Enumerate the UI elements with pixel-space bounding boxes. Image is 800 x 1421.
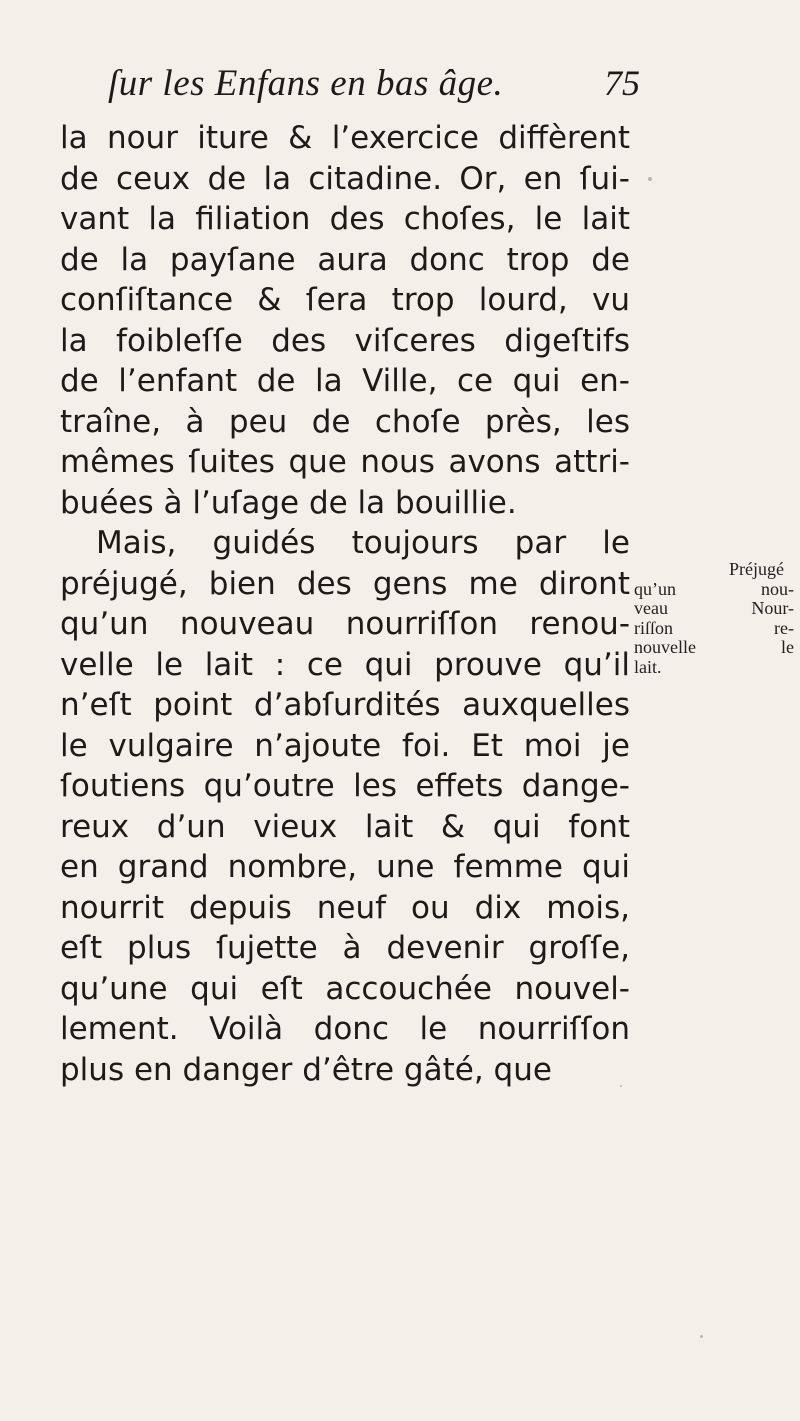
text-line: traîne, à peu de choſe près, les [60, 403, 630, 440]
text-line: qu’une qui eſt accouchée nouvel- [60, 970, 630, 1007]
text-line: de ceux de la citadine. Or, en ſui- [60, 160, 630, 197]
text-line: vant la filiation des choſes, le lait [60, 201, 630, 237]
text-line: qu’un nouveau nourriſſon renou- [60, 606, 630, 642]
margin-note-line: lait. [634, 656, 662, 677]
body-text [60, 118, 630, 1090]
page-header [108, 62, 640, 112]
text-line: n’eſt point d’abſurdités auxquelles [60, 687, 630, 723]
text-line: reux d’un vieux lait & qui font [60, 808, 630, 845]
text-line: velle le lait : ce qui prouve qu’il [60, 646, 630, 683]
text-line: Mais, guidés toujours par le [96, 525, 630, 561]
text-line: conſiſtance & ſera trop lourd, vu [60, 282, 630, 318]
text-line: de l’enfant de la Ville, ce qui en- [60, 363, 630, 399]
text-line: ſoutiens qu’outre les effets dange- [60, 768, 630, 804]
margin-note-line: nouvelle le [634, 637, 794, 657]
paper-speck [620, 1085, 622, 1087]
text-line: plus en danger d’être gâté, que [60, 1051, 552, 1088]
paper-speck [700, 1335, 703, 1338]
text-line: la foibleſſe des viſceres digeſtifs [60, 322, 630, 359]
margin-note-line: riſſon re- [634, 617, 794, 638]
text-line: eſt plus ſujette à devenir groſſe, [60, 930, 630, 966]
margin-note-line: veau Nour- [634, 598, 794, 618]
text-line: mêmes ſuites que nous avons attri- [60, 444, 630, 480]
margin-note-line: Préjugé [729, 559, 784, 579]
text-line: en grand nombre, une femme qui [60, 849, 630, 885]
running-title: ſur les Enfans en bas âge. [108, 63, 504, 104]
text-line: nourrit depuis neuf ou dix mois, [60, 889, 630, 926]
margin-note [634, 560, 794, 677]
page-number: 75 [604, 63, 640, 103]
text-line: de la payſane aura donc trop de [60, 241, 630, 278]
text-line: le vulgaire n’ajoute foi. Et moi je [60, 727, 630, 764]
text-line: lement. Voilà donc le nourriſſon [60, 1011, 630, 1047]
margin-note-line: qu’un nou- [634, 578, 794, 599]
text-line: buées à l’uſage de la bouillie. [60, 484, 517, 521]
text-line: préjugé, bien des gens me diront [60, 565, 630, 602]
paper-speck [648, 177, 652, 181]
text-line: la nour iture & l’exercice diffèrent [60, 120, 630, 156]
